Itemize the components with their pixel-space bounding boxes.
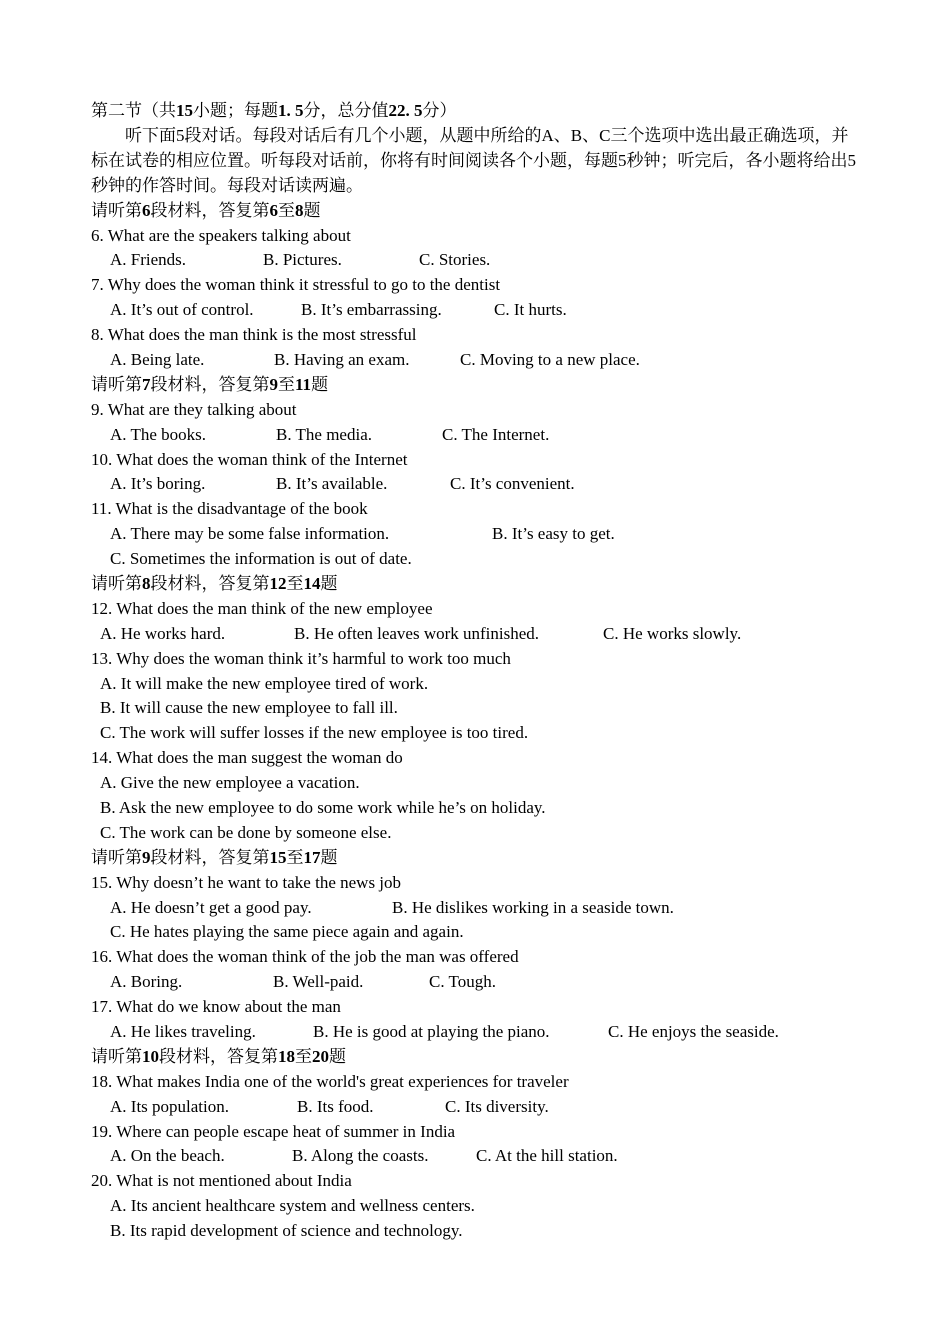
question-stem: 17. What do we know about the man <box>91 997 341 1017</box>
question-stem: 12. What does the man think of the new employee <box>91 598 433 618</box>
option-a: A. Boring. <box>110 972 183 992</box>
question-stem: 18. What makes India one of the world's great experiences for traveler <box>91 1071 569 1091</box>
group-header: 请听第7段材料，答复第9至11题 <box>91 374 329 394</box>
option-c: C. He enjoys the seaside. <box>608 1022 779 1041</box>
listening-section <box>91 99 861 1244</box>
question-stem: 16. What does the woman think of the job the man was offered <box>91 947 519 967</box>
section-heading: 第二节（共15小题；每题1. 5分，总分值22. 5分） <box>91 101 457 120</box>
option-c: C. He works slowly. <box>603 623 742 643</box>
option-row <box>91 423 861 448</box>
option-b: B. Well-paid. <box>273 972 364 992</box>
option-c: C. He hates playing the same piece again and again. <box>110 922 464 942</box>
option-a: A. He doesn’t get a good pay. <box>110 897 312 917</box>
option-a: A. Its population. <box>110 1096 229 1116</box>
option-b: B. It’s easy to get. <box>492 524 615 544</box>
question-stem: 14. What does the man suggest the woman do <box>91 748 403 768</box>
option-c: C. It hurts. <box>494 300 567 320</box>
question-stem: 6. What are the speakers talking about <box>91 225 351 245</box>
option-row <box>91 970 861 995</box>
group-header: 请听第9段材料，答复第15至17题 <box>91 847 338 867</box>
option-c: C. Tough. <box>429 972 496 992</box>
option-row <box>91 472 861 497</box>
question-stem: 8. What does the man think is the most stressful <box>91 325 417 345</box>
group-header: 请听第8段材料，答复第12至14题 <box>91 573 338 593</box>
option-b: B. He often leaves work unfinished. <box>294 623 540 643</box>
option-b: B. Its food. <box>297 1096 374 1116</box>
option-b: B. It will cause the new employee to fall ill. <box>100 698 398 718</box>
option-row <box>91 1020 861 1045</box>
option-row <box>91 672 861 697</box>
option-a: A. Friends. <box>110 250 187 270</box>
section-instructions: 听下面5段对话。每段对话后有几个小题，从题中所给的A、B、C三个选项中选出最正确选项，并标在试卷的相应位置。听每段对话前，你将有时间阅读各个小题，每题5秒钟；听完后，各小题将给出5秒钟的作答时间。每段对话读两遍。 <box>91 125 856 195</box>
option-a: A. On the beach. <box>110 1146 225 1166</box>
option-a: A. There may be some false information. <box>110 524 390 544</box>
option-a: A. Its ancient healthcare system and wellness centers. <box>110 1196 475 1216</box>
option-row <box>91 348 861 373</box>
option-b: B. Having an exam. <box>274 349 410 369</box>
option-b: B. It’s available. <box>276 474 388 494</box>
option-c: C. Moving to a new place. <box>460 349 640 369</box>
question-stem: 13. Why does the woman think it’s harmful to work too much <box>91 648 511 668</box>
option-a: A. Give the new employee a vacation. <box>100 773 360 793</box>
option-a: A. It’s out of control. <box>110 300 254 320</box>
option-row <box>91 547 861 572</box>
option-row <box>91 696 861 721</box>
option-row <box>91 796 861 821</box>
option-a: A. Being late. <box>110 349 205 369</box>
option-row <box>91 1194 861 1219</box>
option-b: B. Along the coasts. <box>292 1146 429 1166</box>
option-b: B. Ask the new employee to do some work while he’s on holiday. <box>100 797 546 817</box>
option-row <box>91 896 861 921</box>
option-row <box>91 1095 861 1120</box>
option-a: A. It’s boring. <box>110 474 206 494</box>
option-row <box>91 298 861 323</box>
option-a: A. He likes traveling. <box>110 1022 256 1041</box>
question-stem: 11. What is the disadvantage of the book <box>91 499 368 519</box>
question-stem: 15. Why doesn’t he want to take the news job <box>91 872 402 892</box>
option-c: C. Stories. <box>419 250 491 270</box>
option-b: B. The media. <box>276 424 372 444</box>
question-stem: 10. What does the woman think of the Internet <box>91 449 408 469</box>
option-row <box>91 522 861 547</box>
option-b: B. Its rapid development of science and technology. <box>110 1221 463 1241</box>
option-a: A. The books. <box>110 424 207 444</box>
question-stem: 7. Why does the woman think it stressful to go to the dentist <box>91 275 501 295</box>
question-stem: 19. Where can people escape heat of summer in India <box>91 1121 456 1141</box>
option-c: C. It’s convenient. <box>450 474 575 494</box>
option-b: B. He is good at playing the piano. <box>313 1022 550 1041</box>
option-c: C. The work can be done by someone else. <box>100 822 392 842</box>
option-c: C. Sometimes the information is out of date. <box>110 549 412 569</box>
option-b: B. Pictures. <box>263 250 342 270</box>
group-header: 请听第6段材料，答复第6至8题 <box>91 200 321 220</box>
option-row <box>91 1219 861 1244</box>
option-c: C. Its diversity. <box>445 1096 549 1116</box>
option-row <box>91 248 861 273</box>
option-c: C. At the hill station. <box>476 1146 618 1166</box>
group-header: 请听第10段材料，答复第18至20题 <box>91 1046 346 1066</box>
option-a: A. It will make the new employee tired of work. <box>100 673 429 693</box>
option-row <box>91 721 861 746</box>
option-a: A. He works hard. <box>100 623 226 643</box>
option-row <box>91 1144 861 1169</box>
question-stem: 9. What are they talking about <box>91 399 297 419</box>
option-row <box>91 622 861 647</box>
option-c: C. The work will suffer losses if the new employee is too tired. <box>100 723 529 743</box>
option-row <box>91 920 861 945</box>
option-b: B. He dislikes working in a seaside town. <box>392 897 674 917</box>
option-row <box>91 821 861 846</box>
option-b: B. It’s embarrassing. <box>301 300 442 320</box>
question-stem: 20. What is not mentioned about India <box>91 1171 352 1191</box>
option-row <box>91 771 861 796</box>
option-c: C. The Internet. <box>442 424 550 444</box>
